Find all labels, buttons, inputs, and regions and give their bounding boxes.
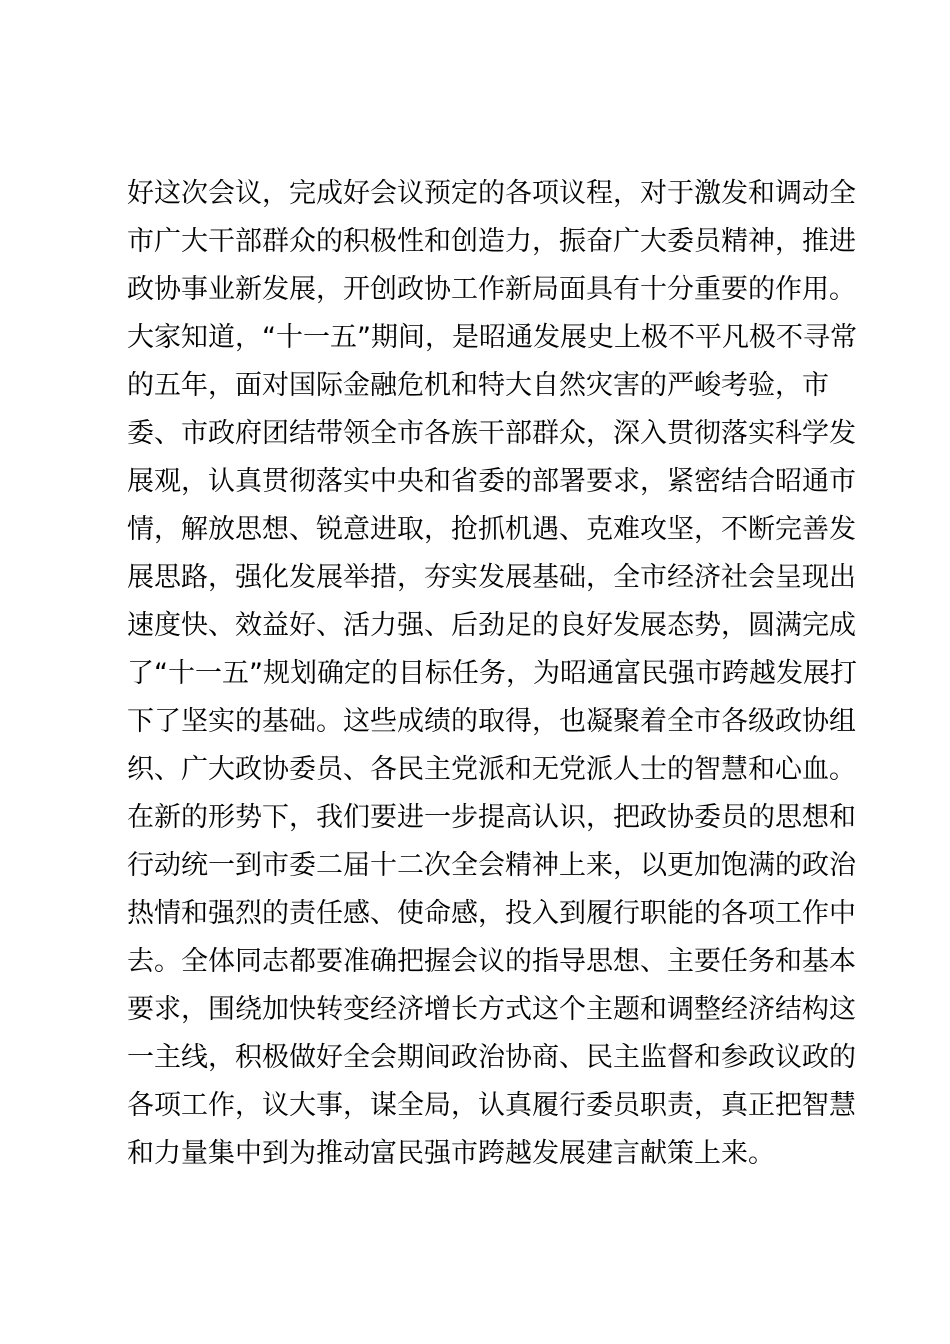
text-line: 展观，认真贯彻落实中央和省委的部署要求，紧密结合昭通市 xyxy=(127,466,856,497)
text-line: 的五年，面对国际金融危机和特大自然灾害的严峻考验，市 xyxy=(127,370,829,401)
text-line: 展思路，强化发展举措，夯实发展基础，全市经济社会呈现出 xyxy=(127,562,856,593)
text-line: 一主线，积极做好全会期间政治协商、民主监督和参政议政的 xyxy=(127,1042,856,1073)
text-line: 织、广大政协委员、各民主党派和无党派人士的智慧和心血。 xyxy=(127,754,856,785)
text-line: 市广大干部群众的积极性和创造力，振奋广大委员精神，推进 xyxy=(127,226,856,257)
text-line: 热情和强烈的责任感、使命感，投入到履行职能的各项工作中 xyxy=(127,898,856,929)
text-line: 在新的形势下，我们要进一步提高认识，把政协委员的思想和 xyxy=(127,802,856,833)
text-line: 各项工作，议大事，谋全局，认真履行委员职责，真正把智慧 xyxy=(127,1090,856,1121)
text-line: 行动统一到市委二届十二次全会精神上来，以更加饱满的政治 xyxy=(127,850,856,881)
text-line: 政协事业新发展，开创政协工作新局面具有十分重要的作用。 xyxy=(127,274,856,305)
text-line: 好这次会议，完成好会议预定的各项议程，对于激发和调动全 xyxy=(127,178,856,209)
text-line: 和力量集中到为推动富民强市跨越发展建言献策上来。 xyxy=(127,1138,775,1169)
text-line: 速度快、效益好、活力强、后劲足的良好发展态势，圆满完成 xyxy=(127,610,856,641)
text-line: 去。全体同志都要准确把握会议的指导思想、主要任务和基本 xyxy=(127,946,856,977)
text-line: 情，解放思想、锐意进取，抢抓机遇、克难攻坚，不断完善发 xyxy=(127,514,856,545)
body-text xyxy=(127,170,857,1178)
text-line: 大家知道，“十一五”期间，是昭通发展史上极不平凡极不寻常 xyxy=(127,322,857,353)
text-line: 下了坚实的基础。这些成绩的取得，也凝聚着全市各级政协组 xyxy=(127,706,856,737)
text-line: 委、市政府团结带领全市各族干部群众，深入贯彻落实科学发 xyxy=(127,418,856,449)
text-line: 要求，围绕加快转变经济增长方式这个主题和调整经济结构这 xyxy=(127,994,856,1025)
text-line: 了“十一五”规划确定的目标任务，为昭通富民强市跨越发展打 xyxy=(127,658,857,689)
